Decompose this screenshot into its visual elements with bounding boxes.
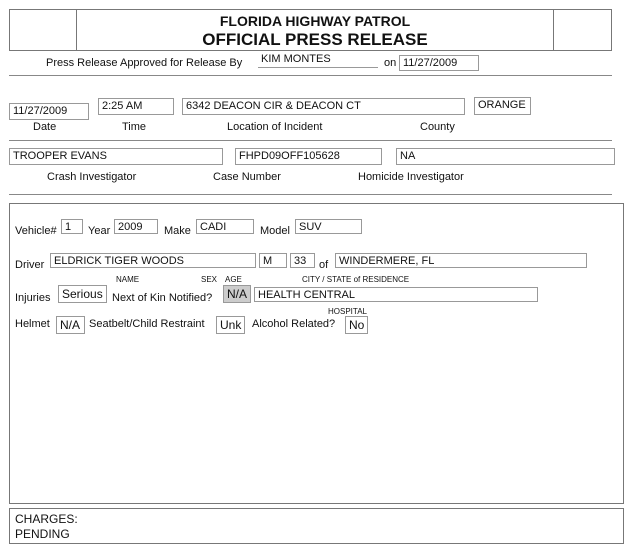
divider xyxy=(9,140,612,141)
homicide-investigator-label: Homicide Investigator xyxy=(358,171,464,183)
charges-label: CHARGES: xyxy=(15,512,78,526)
approved-on-label: on xyxy=(384,57,397,69)
kin-notified-field[interactable]: N/A xyxy=(223,285,251,303)
of-label: of xyxy=(319,259,329,271)
approved-by-field[interactable]: KIM MONTES xyxy=(258,52,378,68)
alcohol-field[interactable]: No xyxy=(345,316,368,334)
approved-date-field[interactable]: 11/27/2009 xyxy=(399,55,479,71)
model-label: Model xyxy=(260,225,290,237)
homicide-investigator-field[interactable]: NA xyxy=(396,148,615,165)
case-number-field[interactable]: FHPD09OFF105628 xyxy=(235,148,382,165)
make-label: Make xyxy=(164,225,191,237)
injuries-field[interactable]: Serious xyxy=(58,285,107,303)
crash-investigator-label: Crash Investigator xyxy=(47,171,137,183)
age-caption: AGE xyxy=(225,275,242,284)
divider xyxy=(9,75,612,76)
agency-name: FLORIDA HIGHWAY PATROL xyxy=(219,13,411,29)
incident-location-field[interactable]: 6342 DEACON CIR & DEACON CT xyxy=(182,98,465,115)
divider xyxy=(9,194,612,195)
year-label: Year xyxy=(88,225,111,237)
driver-sex-field[interactable]: M xyxy=(259,253,287,268)
kin-label: Next of Kin Notified? xyxy=(112,292,213,304)
seatbelt-label: Seatbelt/Child Restraint xyxy=(89,318,205,330)
incident-date-field[interactable]: 11/27/2009 xyxy=(9,103,89,120)
driver-age-field[interactable]: 33 xyxy=(290,253,315,268)
make-field[interactable]: CADI xyxy=(196,219,254,234)
hospital-field[interactable]: HEALTH CENTRAL xyxy=(254,287,538,302)
vehicle-number-field[interactable]: 1 xyxy=(61,219,83,234)
residence-caption: CITY / STATE of RESIDENCE xyxy=(302,275,410,284)
alcohol-label: Alcohol Related? xyxy=(252,318,336,330)
sex-caption: SEX xyxy=(201,275,218,284)
residence-field[interactable]: WINDERMERE, FL xyxy=(335,253,587,268)
approved-label: Press Release Approved for Release By xyxy=(46,57,243,69)
injuries-label: Injuries xyxy=(15,292,51,304)
year-field[interactable]: 2009 xyxy=(114,219,158,234)
helmet-label: Helmet xyxy=(15,318,50,330)
incident-county-field[interactable]: ORANGE xyxy=(474,97,531,115)
crash-investigator-field[interactable]: TROOPER EVANS xyxy=(9,148,223,165)
driver-name-field[interactable]: ELDRICK TIGER WOODS xyxy=(50,253,256,268)
time-label: Time xyxy=(122,121,147,133)
charges-section xyxy=(9,508,624,544)
date-label: Date xyxy=(33,121,57,133)
model-field[interactable]: SUV xyxy=(295,219,362,234)
county-label: County xyxy=(420,121,455,133)
vehicle-label: Vehicle# xyxy=(15,225,57,237)
page-title: OFFICIAL PRESS RELEASE xyxy=(202,30,428,49)
name-caption: NAME xyxy=(116,275,140,284)
driver-label: Driver xyxy=(15,259,45,271)
location-label: Location of Incident xyxy=(227,121,323,133)
vehicle-section xyxy=(9,203,624,504)
hospital-caption: HOSPITAL xyxy=(328,307,367,316)
helmet-field[interactable]: N/A xyxy=(56,316,85,334)
seatbelt-field[interactable]: Unk xyxy=(216,316,245,334)
charges-value: PENDING xyxy=(15,527,70,541)
case-number-label: Case Number xyxy=(213,171,281,183)
incident-time-field[interactable]: 2:25 AM xyxy=(98,98,174,115)
